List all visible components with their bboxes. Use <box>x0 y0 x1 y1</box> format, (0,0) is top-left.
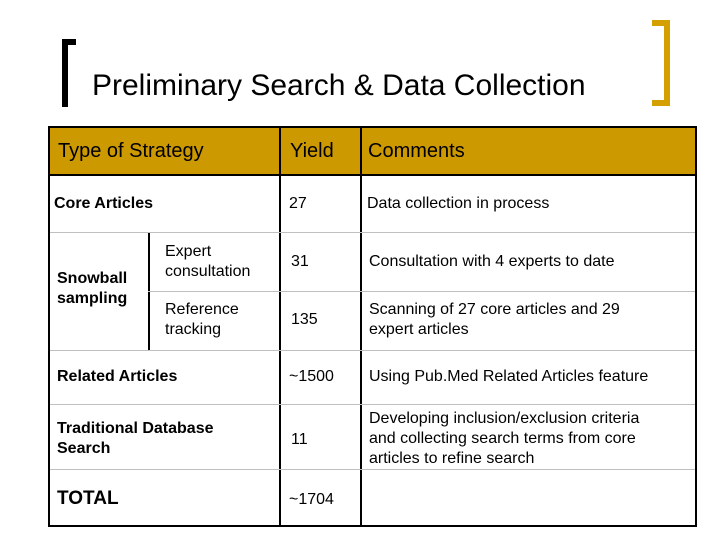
expert-consultation-yield: 31 <box>291 253 309 270</box>
core-articles-comment: Data collection in process <box>367 195 550 212</box>
right-bracket-decoration <box>652 20 670 106</box>
total-yield: ~1704 <box>289 491 334 508</box>
traditional-search-comment-line-1: Developing inclusion/exclusion criteria <box>369 410 640 427</box>
header-type-of-strategy: Type of Strategy <box>58 140 204 162</box>
column-divider-comments <box>360 128 362 527</box>
traditional-search-yield: 11 <box>291 431 308 448</box>
total-label: TOTAL <box>57 488 119 509</box>
core-articles-label: Core Articles <box>54 195 153 212</box>
reference-tracking-label-line-2: tracking <box>165 321 222 338</box>
snowball-sampling-label-line-1: Snowball <box>57 270 128 287</box>
slide-title: Preliminary Search & Data Collection <box>92 69 586 102</box>
traditional-search-label-line-1: Traditional Database <box>57 420 214 437</box>
related-articles-yield: ~1500 <box>289 368 334 385</box>
related-articles-label: Related Articles <box>57 368 178 385</box>
reference-tracking-yield: 135 <box>291 311 318 328</box>
row-divider <box>50 469 695 470</box>
traditional-search-label-line-2: Search <box>57 440 111 457</box>
reference-tracking-label-line-1: Reference <box>165 301 239 318</box>
expert-consultation-label-line-2: consultation <box>165 263 251 280</box>
header-yield: Yield <box>290 140 334 162</box>
row-divider <box>50 350 695 351</box>
traditional-search-comment-line-3: articles to refine search <box>369 450 535 467</box>
expert-consultation-label-line-1: Expert <box>165 243 212 260</box>
header-comments: Comments <box>368 140 465 162</box>
strategy-table <box>48 126 697 527</box>
traditional-search-comment-line-2: and collecting search terms from core <box>369 430 636 447</box>
reference-tracking-comment-line-1: Scanning of 27 core articles and 29 <box>369 301 620 318</box>
reference-tracking-comment-line-2: expert articles <box>369 321 469 338</box>
row-divider <box>50 404 695 405</box>
core-articles-yield: 27 <box>289 195 307 212</box>
snowball-sampling-label-line-2: sampling <box>57 290 128 307</box>
row-divider <box>148 291 695 292</box>
column-divider-yield <box>279 128 281 527</box>
expert-consultation-comment: Consultation with 4 experts to date <box>369 253 615 270</box>
related-articles-comment: Using Pub.Med Related Articles feature <box>369 368 649 385</box>
left-bracket-decoration <box>62 39 76 107</box>
row-divider <box>50 232 695 233</box>
